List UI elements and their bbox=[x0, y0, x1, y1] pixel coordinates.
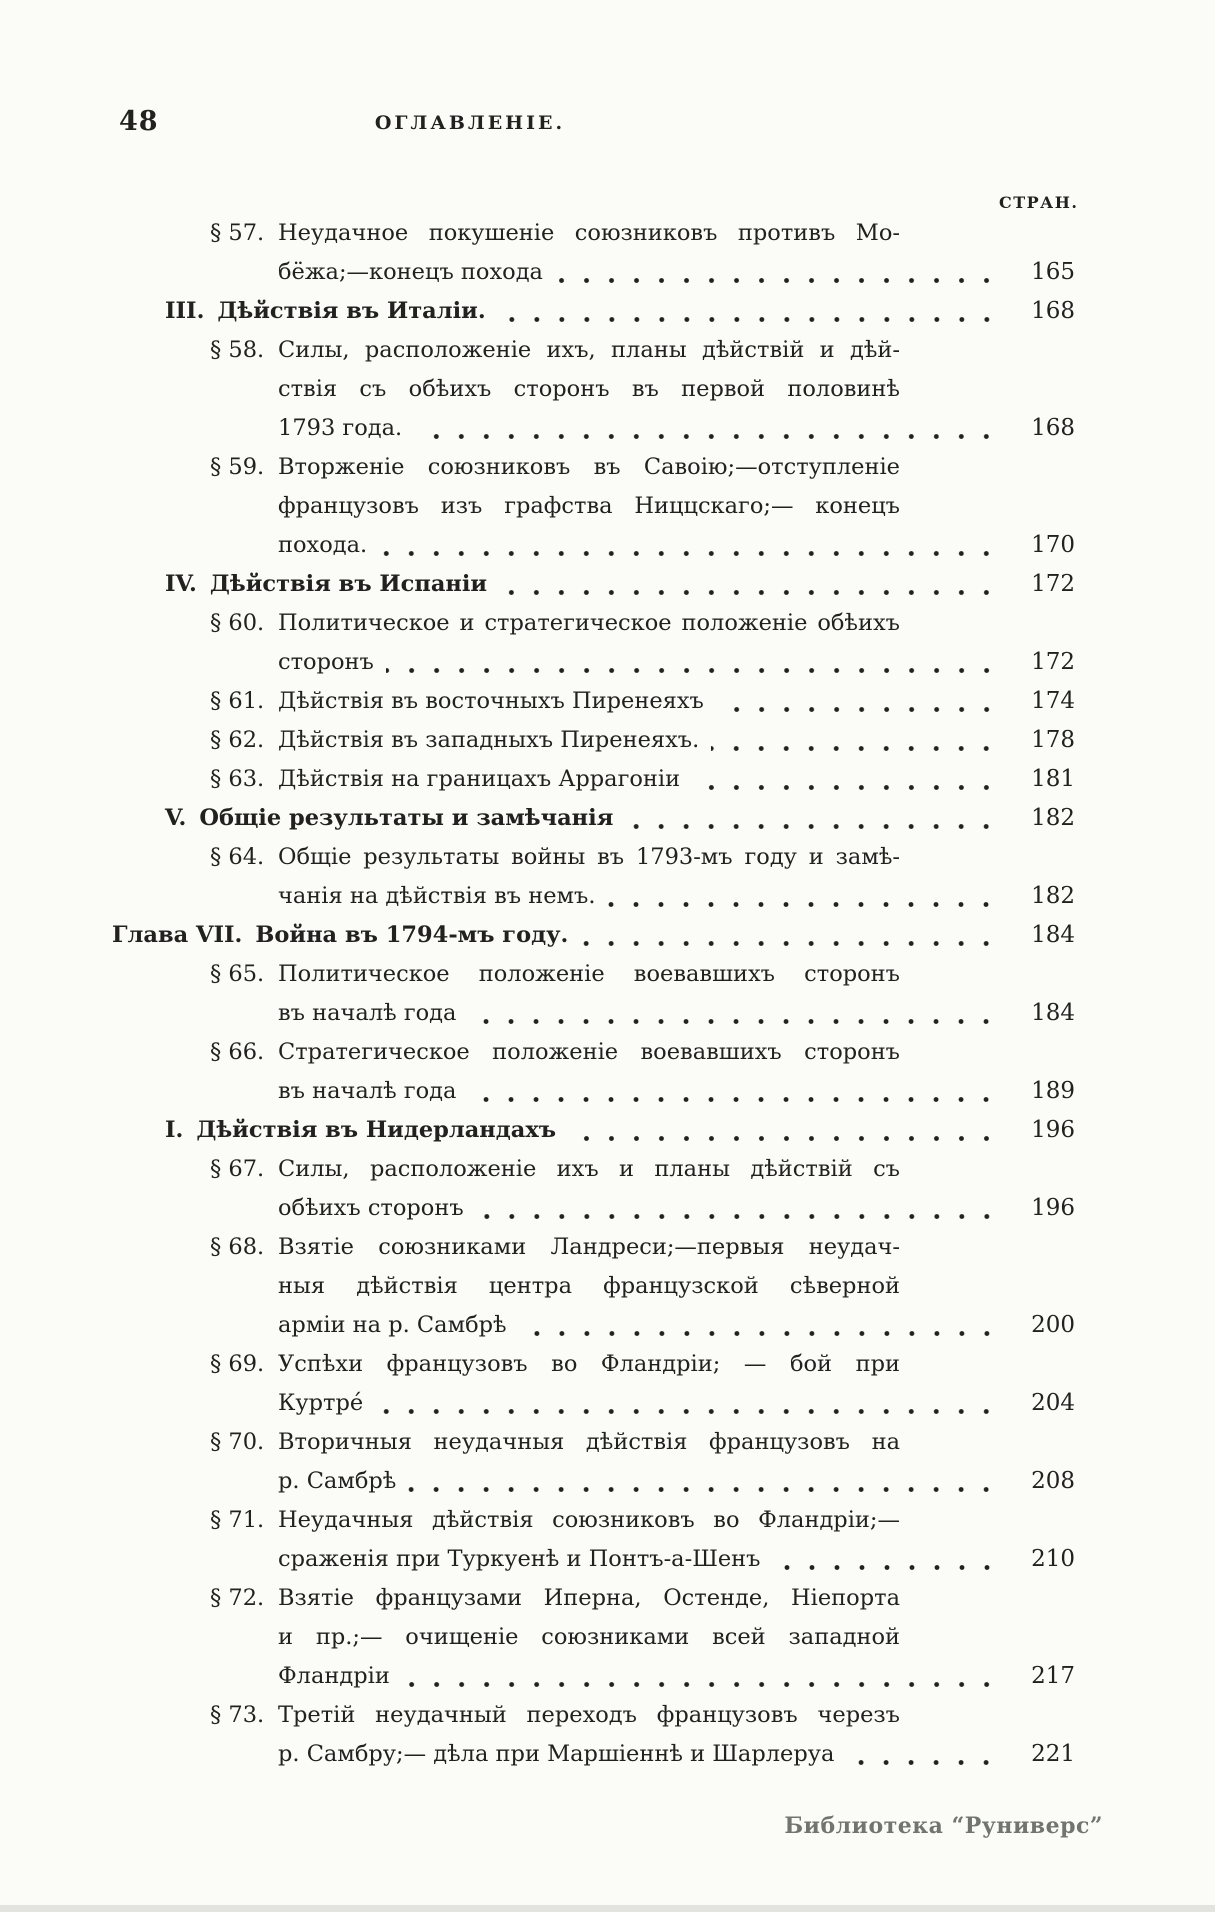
dot-leader bbox=[716, 707, 999, 712]
toc-line bbox=[110, 1267, 1075, 1306]
entry-page-number: 184 bbox=[1031, 922, 1075, 948]
dot-leader bbox=[625, 824, 999, 829]
scan-edge bbox=[0, 1905, 1215, 1912]
entry-text: Дѣйствія въ западныхъ Пиренеяхъ. bbox=[278, 727, 700, 753]
entry-label: § 73. bbox=[210, 1702, 265, 1728]
entry-text: обѣихъ сторонъ bbox=[278, 1195, 464, 1221]
entry-text: въ началѣ года bbox=[278, 1078, 457, 1104]
toc-line bbox=[110, 955, 1075, 994]
entry-text: сраженія при Туркуенѣ и Понтъ-а-Шенъ bbox=[278, 1546, 761, 1572]
toc-line bbox=[110, 643, 1075, 682]
entry-text: Война въ 1794-мъ году. bbox=[255, 922, 569, 948]
dot-leader bbox=[846, 1760, 999, 1765]
entry-page-number: 178 bbox=[1031, 727, 1075, 753]
toc-line bbox=[110, 1540, 1075, 1579]
entry-text: Силы, расположеніе ихъ и планы дѣйствій съ bbox=[278, 1156, 900, 1182]
toc-line bbox=[110, 721, 1075, 760]
toc-entry bbox=[110, 916, 1075, 955]
entry-page-number: 196 bbox=[1031, 1117, 1075, 1143]
toc-line bbox=[110, 292, 1075, 331]
toc-entry bbox=[110, 838, 1075, 916]
entry-text: Стратегическое положеніе воевавшихъ сторонъ bbox=[278, 1039, 900, 1065]
entry-text: Дѣйствія въ Нидерландахъ bbox=[196, 1117, 557, 1143]
entry-text: арміи на р. Самбрѣ bbox=[278, 1312, 507, 1338]
toc-line bbox=[110, 1735, 1075, 1774]
entry-text: Фландріи bbox=[278, 1663, 390, 1689]
toc-entry bbox=[110, 799, 1075, 838]
entry-page-number: 189 bbox=[1031, 1078, 1075, 1104]
toc-line bbox=[110, 877, 1075, 916]
toc-line bbox=[110, 331, 1075, 370]
entry-text: Вторженіе союзниковъ въ Савоію;—отступленіе bbox=[278, 454, 900, 480]
entry-text: бёжа;—конецъ похода bbox=[278, 259, 543, 285]
dot-leader bbox=[402, 1682, 999, 1687]
dot-leader bbox=[580, 941, 999, 946]
toc-line bbox=[110, 1657, 1075, 1696]
toc-line bbox=[110, 370, 1075, 409]
dot-leader bbox=[386, 668, 999, 673]
entry-text: сторонъ bbox=[278, 649, 374, 675]
toc-line bbox=[110, 1345, 1075, 1384]
dot-leader bbox=[498, 317, 999, 322]
toc-line bbox=[110, 565, 1075, 604]
toc-entry bbox=[110, 1033, 1075, 1111]
entry-page-number: 217 bbox=[1031, 1663, 1075, 1689]
toc-entry bbox=[110, 448, 1075, 565]
toc-line bbox=[110, 604, 1075, 643]
toc-line bbox=[110, 1384, 1075, 1423]
entry-label: § 66. bbox=[210, 1039, 265, 1065]
entry-label: § 64. bbox=[210, 844, 265, 870]
dot-leader bbox=[375, 1409, 999, 1414]
page-number: 48 bbox=[119, 106, 159, 137]
entry-page-number: 204 bbox=[1031, 1390, 1075, 1416]
entry-text: Неудачныя дѣйствія союзниковъ во Фландріи;— bbox=[278, 1507, 900, 1533]
entry-label: § 63. bbox=[210, 766, 265, 792]
toc-line bbox=[110, 1033, 1075, 1072]
entry-text: Общіе результаты и замѣчанія bbox=[199, 805, 614, 831]
entry-label: § 58. bbox=[210, 337, 265, 363]
toc-list bbox=[110, 214, 1075, 1774]
toc-entry bbox=[110, 1501, 1075, 1579]
entry-label: § 65. bbox=[210, 961, 265, 987]
entry-label: III. bbox=[165, 298, 205, 324]
entry-text: ныя дѣйствія центра французской сѣверной bbox=[278, 1273, 900, 1299]
dot-leader bbox=[568, 1136, 999, 1141]
dot-leader bbox=[499, 590, 999, 595]
entry-page-number: 200 bbox=[1031, 1312, 1075, 1338]
entry-text: Дѣйствія въ Италіи. bbox=[217, 298, 486, 324]
toc-line bbox=[110, 487, 1075, 526]
toc-line bbox=[110, 760, 1075, 799]
entry-text: Неудачное покушеніе союзниковъ противъ Мо- bbox=[278, 220, 900, 246]
page-column-header: СТРАН. bbox=[999, 193, 1079, 212]
toc-entry bbox=[110, 1150, 1075, 1228]
toc-line bbox=[110, 682, 1075, 721]
entry-page-number: 168 bbox=[1031, 298, 1075, 324]
entry-label: V. bbox=[165, 805, 187, 831]
entry-label: IV. bbox=[165, 571, 197, 597]
toc-entry bbox=[110, 1111, 1075, 1150]
toc-entry bbox=[110, 955, 1075, 1033]
toc-entry bbox=[110, 1345, 1075, 1423]
page-title: ОГЛАВЛЕНІЕ. bbox=[374, 112, 566, 134]
entry-text: французовъ изъ графства Ниццскаго;— конецъ bbox=[278, 493, 900, 519]
toc-line bbox=[110, 1696, 1075, 1735]
dot-leader bbox=[555, 278, 999, 283]
dot-leader bbox=[476, 1214, 999, 1219]
entry-text: Взятіе союзниками Ландреси;—первыя неудач- bbox=[278, 1234, 900, 1260]
entry-text: 1793 года. bbox=[278, 415, 403, 441]
toc-line bbox=[110, 1579, 1075, 1618]
library-watermark: Библиотека “Руниверс” bbox=[784, 1813, 1103, 1839]
entry-label: § 59. bbox=[210, 454, 265, 480]
entry-text: и пр.;— очищеніе союзниками всей западной bbox=[278, 1624, 900, 1650]
toc-line bbox=[110, 409, 1075, 448]
entry-label: § 71. bbox=[210, 1507, 265, 1533]
toc-entry bbox=[110, 1423, 1075, 1501]
toc-entry bbox=[110, 1579, 1075, 1696]
dot-leader bbox=[468, 1097, 999, 1102]
entry-page-number: 184 bbox=[1031, 1000, 1075, 1026]
entry-text: Успѣхи французовъ во Фландріи; — бой при bbox=[278, 1351, 900, 1377]
toc-line bbox=[110, 526, 1075, 565]
entry-label: § 60. bbox=[210, 610, 265, 636]
toc-line bbox=[110, 799, 1075, 838]
entry-text: ствія съ обѣихъ сторонъ въ первой половинѣ bbox=[278, 376, 900, 402]
toc-entry bbox=[110, 682, 1075, 721]
entry-label: § 61. bbox=[210, 688, 265, 714]
toc-entry bbox=[110, 604, 1075, 682]
toc-line bbox=[110, 1501, 1075, 1540]
dot-leader bbox=[468, 1019, 999, 1024]
entry-page-number: 181 bbox=[1031, 766, 1075, 792]
dot-leader bbox=[773, 1565, 1000, 1570]
entry-page-number: 172 bbox=[1031, 571, 1075, 597]
toc-line bbox=[110, 253, 1075, 292]
entry-text: Политическое и стратегическое положеніе обѣихъ bbox=[278, 610, 900, 636]
toc-line bbox=[110, 1228, 1075, 1267]
toc-entry bbox=[110, 331, 1075, 448]
entry-label: § 62. bbox=[210, 727, 265, 753]
toc-line bbox=[110, 916, 1075, 955]
entry-page-number: 172 bbox=[1031, 649, 1075, 675]
entry-text: Взятіе французами Иперна, Остенде, Ніепорта bbox=[278, 1585, 900, 1611]
toc-entry bbox=[110, 292, 1075, 331]
toc-line bbox=[110, 1189, 1075, 1228]
entry-text: Куртре́ bbox=[278, 1390, 364, 1416]
entry-label: § 70. bbox=[210, 1429, 265, 1455]
entry-label: Глава VII. bbox=[112, 922, 243, 948]
entry-text: Силы, расположеніе ихъ, планы дѣйствій и дѣй- bbox=[278, 337, 900, 363]
entry-label: § 68. bbox=[210, 1234, 265, 1260]
dot-leader bbox=[711, 746, 999, 751]
toc-line bbox=[110, 1072, 1075, 1111]
entry-text: похода. bbox=[278, 532, 368, 558]
toc-entry bbox=[110, 721, 1075, 760]
entry-label: I. bbox=[165, 1117, 184, 1143]
toc-line bbox=[110, 838, 1075, 877]
entry-page-number: 182 bbox=[1031, 883, 1075, 909]
toc-line bbox=[110, 1423, 1075, 1462]
toc-entry bbox=[110, 760, 1075, 799]
toc-entry bbox=[110, 565, 1075, 604]
toc-entry bbox=[110, 1228, 1075, 1345]
entry-text: Дѣйствія въ Испаніи bbox=[209, 571, 488, 597]
dot-leader bbox=[607, 902, 999, 907]
entry-text: Общіе результаты войны въ 1793-мъ году и замѣ- bbox=[278, 844, 900, 870]
dot-leader bbox=[414, 434, 999, 439]
entry-page-number: 182 bbox=[1031, 805, 1075, 831]
entry-text: Третій неудачный переходъ французовъ черезъ bbox=[278, 1702, 900, 1728]
toc-entry bbox=[110, 1696, 1075, 1774]
entry-page-number: 210 bbox=[1031, 1546, 1075, 1572]
dot-leader bbox=[519, 1331, 999, 1336]
entry-label: § 72. bbox=[210, 1585, 265, 1611]
entry-text: р. Самбрѣ bbox=[278, 1468, 397, 1494]
toc-line bbox=[110, 1306, 1075, 1345]
entry-text: чанія на дѣйствія въ немъ. bbox=[278, 883, 596, 909]
dot-leader bbox=[692, 785, 999, 790]
entry-label: § 67. bbox=[210, 1156, 265, 1182]
entry-label: § 57. bbox=[210, 220, 265, 246]
entry-text: Дѣйствія въ восточныхъ Пиренеяхъ bbox=[278, 688, 704, 714]
entry-page-number: 168 bbox=[1031, 415, 1075, 441]
entry-page-number: 174 bbox=[1031, 688, 1075, 714]
toc-line bbox=[110, 1150, 1075, 1189]
dot-leader bbox=[408, 1487, 999, 1492]
toc-line bbox=[110, 214, 1075, 253]
entry-text: Дѣйствія на границахъ Аррагоніи bbox=[278, 766, 681, 792]
toc-line bbox=[110, 1111, 1075, 1150]
entry-page-number: 165 bbox=[1031, 259, 1075, 285]
entry-page-number: 208 bbox=[1031, 1468, 1075, 1494]
dot-leader bbox=[379, 551, 999, 556]
toc-line bbox=[110, 994, 1075, 1033]
toc-entry bbox=[110, 214, 1075, 292]
entry-label: § 69. bbox=[210, 1351, 265, 1377]
toc-line bbox=[110, 1618, 1075, 1657]
entry-page-number: 196 bbox=[1031, 1195, 1075, 1221]
entry-page-number: 221 bbox=[1031, 1741, 1075, 1767]
toc-line bbox=[110, 448, 1075, 487]
entry-text: въ началѣ года bbox=[278, 1000, 457, 1026]
entry-text: р. Самбру;— дѣла при Маршіеннѣ и Шарлеруа bbox=[278, 1741, 835, 1767]
entry-text: Политическое положеніе воевавшихъ сторонъ bbox=[278, 961, 900, 987]
entry-page-number: 170 bbox=[1031, 532, 1075, 558]
entry-text: Вторичныя неудачныя дѣйствія французовъ на bbox=[278, 1429, 900, 1455]
toc-line bbox=[110, 1462, 1075, 1501]
